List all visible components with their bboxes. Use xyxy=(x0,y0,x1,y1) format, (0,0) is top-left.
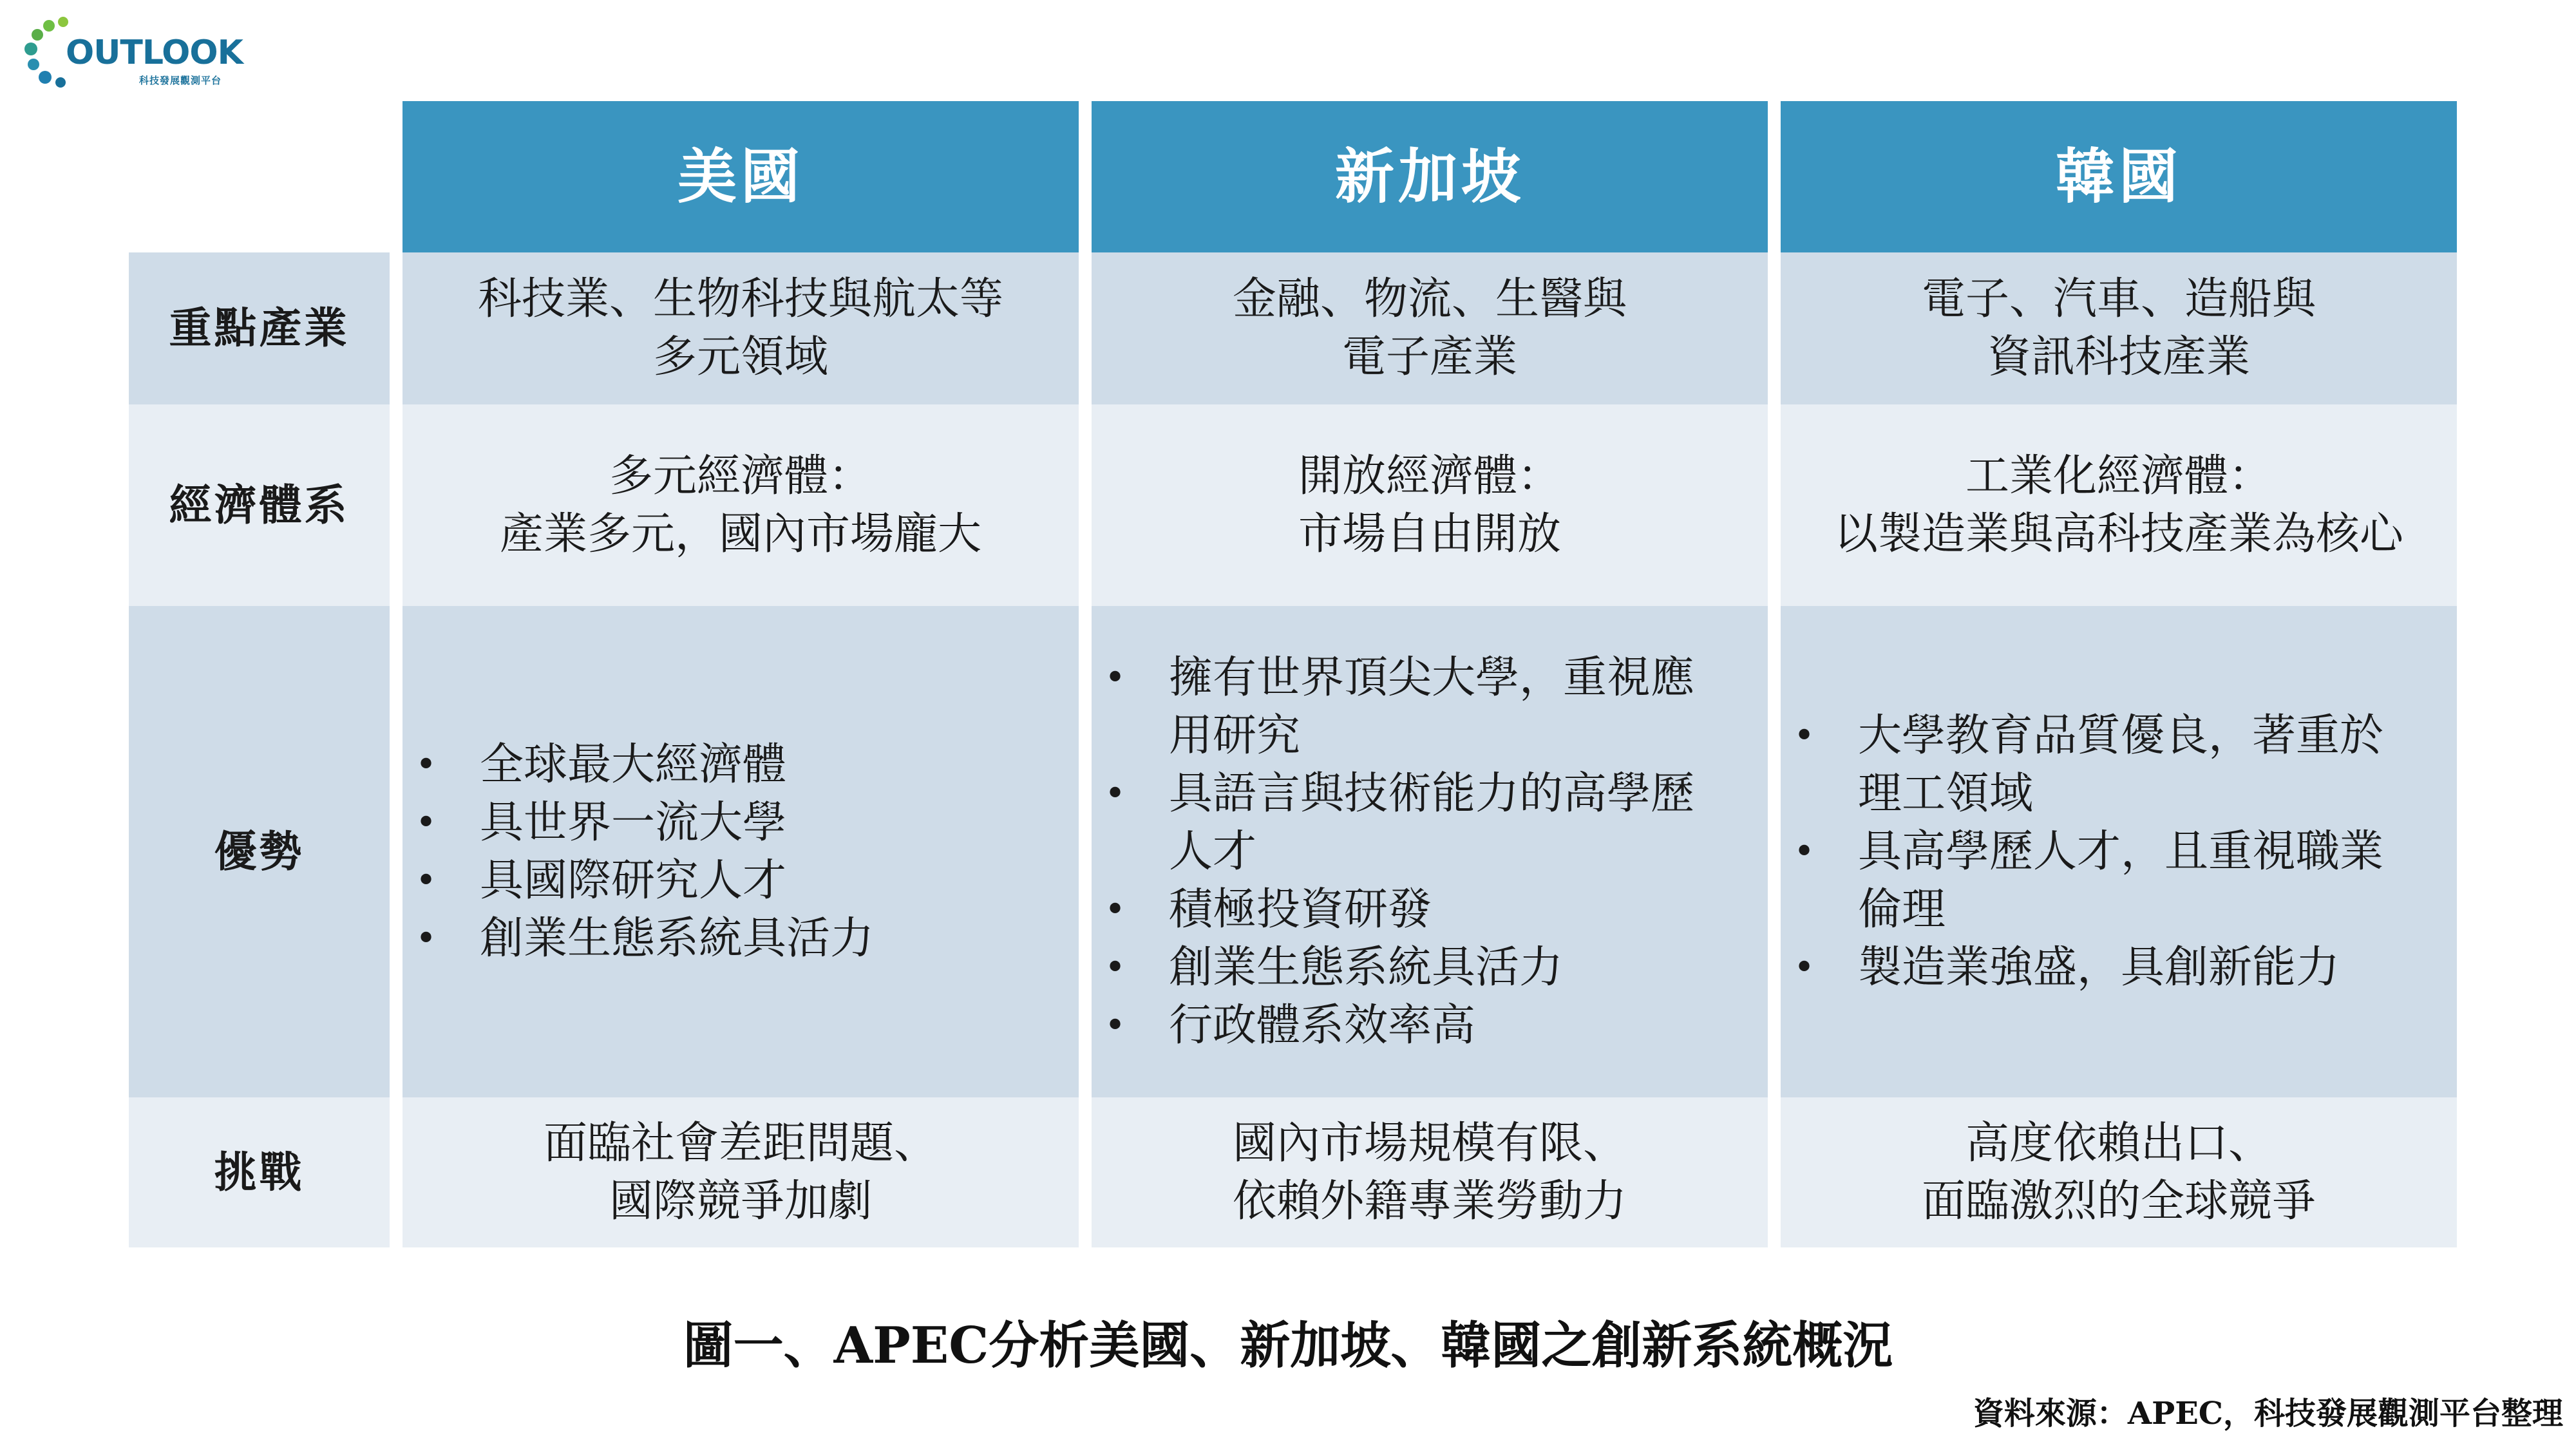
cell-line: 國際競爭加劇 xyxy=(609,1175,872,1227)
row-label-advantages: 優勢 xyxy=(129,606,390,1097)
table-cell xyxy=(1092,606,1768,1097)
column-header-singapore: 新加坡 xyxy=(1092,101,1768,252)
list-item xyxy=(1781,707,2457,823)
cell-line: 電子、汽車、造船與 xyxy=(1921,274,2316,325)
list-item-line: 具語言與技術能力的高學歷 xyxy=(1169,768,1695,819)
cell-line: 產業多元，國內市場龐大 xyxy=(499,508,981,560)
list-item-line: 理工領域 xyxy=(1858,768,2034,819)
cell-line: 電子產業 xyxy=(1341,332,1517,383)
table-cell xyxy=(402,606,1079,1097)
table-cell xyxy=(402,1097,1079,1247)
cell-line: 工業化經濟體： xyxy=(1965,450,2272,502)
list-item xyxy=(1781,823,2457,939)
list-item: • 創業生態系統具活力 xyxy=(1092,939,1768,997)
comparison-table xyxy=(129,101,2450,1254)
column-header-us: 美國 xyxy=(402,101,1079,252)
list-item xyxy=(1092,649,1768,765)
cell-line: 市場自由開放 xyxy=(1298,508,1561,560)
cell-line: 以製造業與高科技產業為核心 xyxy=(1833,508,2403,560)
row-label-key-industries: 重點產業 xyxy=(129,252,390,404)
list-item: • 全球最大經濟體 xyxy=(402,736,1079,794)
list-item: • 行政體系效率高 xyxy=(1092,997,1768,1055)
cell-line: 科技業、生物科技與航太等 xyxy=(477,274,1003,325)
table-corner xyxy=(129,101,390,252)
logo-subtitle: 科技發展觀測平台 xyxy=(139,75,222,86)
cell-line: 面臨社會差距問題、 xyxy=(543,1117,938,1169)
figure-caption: 圖一、APEC分析美國、新加坡、韓國之創新系統概況 xyxy=(683,1316,1893,1375)
list-item: • 積極投資研發 xyxy=(1092,881,1768,939)
cell-line: 多元經濟體： xyxy=(609,450,872,502)
advantages-list-singapore xyxy=(1092,649,1768,1055)
table-cell xyxy=(1781,606,2457,1097)
cell-line: 面臨激烈的全球競爭 xyxy=(1921,1175,2316,1227)
list-item: • 具國際研究人才 xyxy=(402,852,1079,910)
cell-line: 金融、物流、生醫與 xyxy=(1232,274,1627,325)
list-item-line: 人才 xyxy=(1169,826,1257,877)
cell-line: 依賴外籍專業勞動力 xyxy=(1232,1175,1627,1227)
source-note: 資料來源：APEC，科技發展觀測平台整理 xyxy=(1973,1396,2563,1432)
table-cell xyxy=(1781,1097,2457,1247)
list-item-line: 擁有世界頂尖大學，重視應 xyxy=(1169,652,1695,703)
table-cell xyxy=(402,404,1079,606)
cell-line: 開放經濟體： xyxy=(1298,450,1561,502)
row-label-challenges: 挑戰 xyxy=(129,1097,390,1247)
cell-line: 國內市場規模有限、 xyxy=(1232,1117,1627,1169)
column-header-korea: 韓國 xyxy=(1781,101,2457,252)
list-item-line: 具高學歷人才，且重視職業 xyxy=(1858,826,2384,877)
list-item: • 創業生態系統具活力 xyxy=(402,910,1079,968)
list-item-line: 大學教育品質優良，著重於 xyxy=(1858,710,2384,761)
table-cell xyxy=(1781,404,2457,606)
advantages-list-korea xyxy=(1781,707,2457,997)
advantages-list-us xyxy=(402,736,1079,968)
row-label-economic-system: 經濟體系 xyxy=(129,404,390,606)
cell-line: 高度依賴出口、 xyxy=(1965,1117,2272,1169)
list-item-line: 倫理 xyxy=(1858,884,1946,935)
logo-word: OUTLOOK xyxy=(66,33,243,72)
list-item-line: 用研究 xyxy=(1169,710,1301,761)
outlook-logo xyxy=(23,13,243,90)
list-item: • 具世界一流大學 xyxy=(402,794,1079,852)
list-item xyxy=(1092,765,1768,881)
table-cell xyxy=(1781,252,2457,404)
table-cell xyxy=(402,252,1079,404)
table-cell xyxy=(1092,252,1768,404)
table-cell xyxy=(1092,1097,1768,1247)
table-cell xyxy=(1092,404,1768,606)
list-item: • 製造業強盛，具創新能力 xyxy=(1781,939,2457,997)
cell-line: 多元領域 xyxy=(652,332,828,383)
cell-line: 資訊科技產業 xyxy=(1987,332,2250,383)
